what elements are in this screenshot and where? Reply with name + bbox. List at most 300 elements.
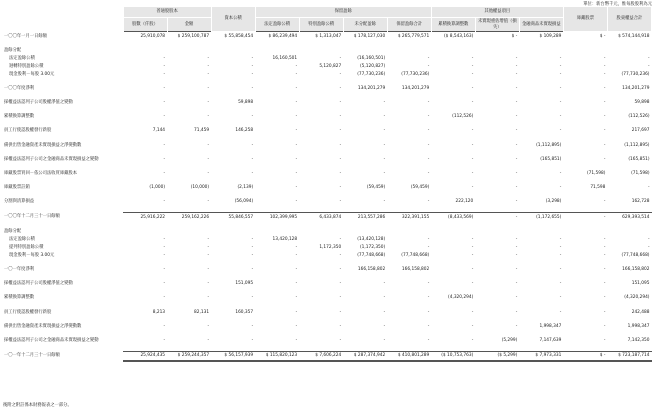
value-cell: - xyxy=(295,337,298,343)
value-cell: (16,160,501) xyxy=(357,55,386,61)
row-label: 現金股利－每股 3.00元 xyxy=(9,71,55,77)
value-cell: - xyxy=(559,266,562,272)
value-cell xyxy=(519,227,563,235)
table-row xyxy=(3,351,652,361)
value-cell: 16,160,501 xyxy=(272,55,298,61)
value-cell: - xyxy=(471,128,474,134)
value-cell: - xyxy=(515,100,518,106)
table-row xyxy=(3,213,652,222)
value-cell: (2,139) xyxy=(237,185,254,191)
value-cell: - xyxy=(295,156,298,162)
value-cell: - xyxy=(163,266,166,272)
value-cell: - xyxy=(339,85,342,91)
value-cell: $ 410,801,289 xyxy=(387,351,431,361)
table-row xyxy=(3,280,652,288)
value-cell: - xyxy=(383,337,386,343)
value-cell: - xyxy=(603,244,606,250)
value-cell: - xyxy=(207,156,210,162)
value-cell: $ 265,779,571 xyxy=(387,32,431,41)
value-cell xyxy=(255,46,299,54)
value-cell: $ 1,313,047 xyxy=(299,32,343,41)
value-cell: ($ 10,753,763) xyxy=(431,351,475,361)
row-label: 採權益法認列子公司之金融商品未實現損益之變動 xyxy=(4,337,99,343)
value-cell: - xyxy=(427,100,430,106)
value-cell: (77,748,668) xyxy=(401,252,430,258)
value-cell: - xyxy=(559,171,562,176)
value-cell: - xyxy=(207,63,210,69)
value-cell: - xyxy=(603,85,606,91)
value-cell: - xyxy=(603,71,606,77)
value-cell: - xyxy=(339,323,342,329)
row-label: 一〇〇年十二月三十一日餘額 xyxy=(4,214,60,220)
value-cell: - xyxy=(163,281,166,287)
value-cell: - xyxy=(603,128,606,134)
value-cell: - xyxy=(339,71,342,77)
value-cell: - xyxy=(163,244,166,250)
value-cell: - xyxy=(427,236,430,242)
table-body xyxy=(3,32,652,361)
row-label: 採權益法認列子公司之金融商品未實現損益之變動 xyxy=(4,156,99,162)
row-label: 法定盈餘公積 xyxy=(9,55,35,61)
value-cell: - xyxy=(251,244,254,250)
value-cell: - xyxy=(603,252,606,258)
value-cell: (77,748,668) xyxy=(621,252,650,258)
value-cell: - xyxy=(515,142,518,148)
value-cell: $ 178,127,030 xyxy=(343,32,387,41)
row-label: 現金股利－每股 3.00元 xyxy=(9,252,55,258)
value-cell: - xyxy=(471,281,474,287)
table-row xyxy=(3,32,652,41)
col-header-total: 股東權益合計 xyxy=(607,7,651,32)
value-cell: 7,142,350 xyxy=(627,337,650,343)
table-row xyxy=(3,62,652,70)
value-cell: - xyxy=(603,142,606,148)
value-cell: 7,147,639 xyxy=(539,337,562,343)
value-cell: - xyxy=(207,114,210,120)
value-cell: - xyxy=(339,236,342,242)
value-cell: - xyxy=(295,85,298,91)
value-cell: - xyxy=(515,266,518,272)
value-cell: - xyxy=(295,252,298,258)
value-cell: - xyxy=(515,171,518,176)
col-header-translation: 累積換算調整數 xyxy=(431,18,475,32)
value-cell: - xyxy=(559,100,562,106)
value-cell: (56,094) xyxy=(234,199,254,205)
value-cell: - xyxy=(295,323,298,329)
value-cell: - xyxy=(251,114,254,120)
value-cell: (13,420,128) xyxy=(357,236,386,242)
value-cell: ($ 8,543,163) xyxy=(431,32,475,41)
value-cell: - xyxy=(251,236,254,242)
value-cell: $ 7,973,331 xyxy=(519,351,563,361)
value-cell: - xyxy=(471,337,474,343)
value-cell: - xyxy=(559,128,562,134)
col-header-treasury: 庫藏股票 xyxy=(563,7,607,32)
row-label: 員工行使認股權發行新股 xyxy=(4,309,52,315)
col-header-retained-total: 保留盈餘合計 xyxy=(387,18,431,32)
value-cell: - xyxy=(603,236,606,242)
value-cell: (1,172,655) xyxy=(519,213,563,222)
value-cell xyxy=(431,227,475,235)
value-cell: - xyxy=(295,199,298,205)
table-row xyxy=(3,141,652,149)
value-cell xyxy=(211,46,255,54)
table-row xyxy=(3,184,652,192)
value-cell: - xyxy=(163,171,166,176)
value-cell: - xyxy=(383,156,386,162)
value-cell: 82,131 xyxy=(194,309,210,315)
value-cell: - xyxy=(647,244,650,250)
value-cell: 13,420,128 xyxy=(272,236,298,242)
value-cell: - xyxy=(251,323,254,329)
value-cell: (4,320,294) xyxy=(448,295,474,301)
value-cell: (165,851) xyxy=(540,156,562,162)
value-cell: - xyxy=(295,309,298,315)
value-cell: - xyxy=(295,63,298,69)
value-cell: 160,357 xyxy=(235,309,254,315)
value-cell: - xyxy=(383,114,386,120)
value-cell: - xyxy=(163,337,166,343)
value-cell: - xyxy=(251,337,254,343)
value-cell: - xyxy=(515,295,518,301)
table-row xyxy=(3,251,652,259)
value-cell xyxy=(255,227,299,235)
value-cell: - xyxy=(163,199,166,205)
value-cell: (59,459) xyxy=(410,185,430,191)
value-cell: 213,557,286 xyxy=(343,213,387,222)
value-cell: - xyxy=(163,114,166,120)
value-cell: - xyxy=(427,171,430,176)
value-cell: - xyxy=(383,281,386,287)
value-cell: ($ 5,299) xyxy=(475,351,519,361)
value-cell: - xyxy=(427,309,430,315)
value-cell: (165,851) xyxy=(628,156,650,162)
row-label: 備供出售金融資產未實現損益之淨變動數 xyxy=(4,142,82,148)
value-cell: - xyxy=(163,100,166,106)
row-label: 法定盈餘公積 xyxy=(9,236,35,242)
table-row xyxy=(3,46,652,54)
value-cell: - xyxy=(647,55,650,61)
value-cell: $ 259,100,787 xyxy=(167,32,211,41)
value-cell: - xyxy=(251,171,254,176)
value-cell: 25,916,222 xyxy=(123,213,167,222)
value-cell: - xyxy=(339,114,342,120)
table-header xyxy=(3,7,652,32)
value-cell: - xyxy=(475,213,519,222)
value-cell: - xyxy=(515,63,518,69)
value-cell: - xyxy=(295,281,298,287)
value-cell xyxy=(607,227,651,235)
header-blank xyxy=(3,7,123,32)
value-cell: (3,298) xyxy=(545,199,562,205)
row-label: 一〇〇年度淨利 xyxy=(4,85,35,91)
value-cell: - xyxy=(295,71,298,77)
value-cell: - xyxy=(207,236,210,242)
value-cell: - xyxy=(383,100,386,106)
value-cell: $ 259,244,357 xyxy=(167,351,211,361)
value-cell: 25,910,078 xyxy=(123,32,167,41)
value-cell: - xyxy=(559,244,562,250)
row-label: 盈餘分配 xyxy=(4,47,22,53)
value-cell: - xyxy=(251,55,254,61)
value-cell: $ 56,157,939 xyxy=(211,351,255,361)
value-cell: 8,213 xyxy=(152,309,166,315)
row-label: 提列特別盈餘公積 xyxy=(9,244,44,250)
value-cell: - xyxy=(559,85,562,91)
value-cell: - xyxy=(163,85,166,91)
value-cell xyxy=(211,227,255,235)
value-cell: - xyxy=(427,128,430,134)
value-cell: - xyxy=(471,156,474,162)
group-header-capital: 普通股股本 xyxy=(123,7,211,18)
value-cell: - xyxy=(427,281,430,287)
value-cell: - xyxy=(339,295,342,301)
value-cell: - xyxy=(559,63,562,69)
table-row xyxy=(3,243,652,251)
value-cell: $ - xyxy=(563,32,607,41)
value-cell xyxy=(343,227,387,235)
value-cell: (4,320,294) xyxy=(624,295,650,301)
row-label: 迴轉特別盈餘公積 xyxy=(9,63,44,69)
value-cell: 222,120 xyxy=(455,199,474,205)
value-cell: $ - xyxy=(475,32,519,41)
value-cell: - xyxy=(207,142,210,148)
value-cell: - xyxy=(295,171,298,176)
col-header-shares: 股數（仟股） xyxy=(123,18,167,32)
value-cell: $ 55,858,454 xyxy=(211,32,255,41)
value-cell: - xyxy=(647,185,650,191)
value-cell: 59,898 xyxy=(238,100,254,106)
value-cell: - xyxy=(251,295,254,301)
value-cell: - xyxy=(295,185,298,191)
value-cell: - xyxy=(207,171,210,176)
table-row xyxy=(3,170,652,178)
value-cell: 1,998,347 xyxy=(627,323,650,329)
spacer-row xyxy=(3,206,652,213)
value-cell: - xyxy=(251,142,254,148)
value-cell: - xyxy=(559,236,562,242)
value-cell: - xyxy=(295,244,298,250)
value-cell: 6,433,874 xyxy=(299,213,343,222)
row-label: 採權益法認列子公司股權淨值之變動 xyxy=(4,281,73,287)
value-cell xyxy=(387,227,431,235)
value-cell: (77,730,236) xyxy=(401,71,430,77)
value-cell: $ 7,606,224 xyxy=(299,351,343,361)
value-cell: $ 109,289 xyxy=(519,32,563,41)
value-cell: - xyxy=(559,309,562,315)
value-cell: - xyxy=(207,85,210,91)
value-cell xyxy=(167,46,211,54)
table-row xyxy=(3,265,652,273)
value-cell: (1,112,895) xyxy=(536,142,562,148)
value-cell: 151,095 xyxy=(631,281,650,287)
value-cell: 629,393,514 xyxy=(607,213,651,222)
table-row xyxy=(3,322,652,330)
value-cell: - xyxy=(295,295,298,301)
value-cell: - xyxy=(383,309,386,315)
value-cell: - xyxy=(295,100,298,106)
value-cell: - xyxy=(471,309,474,315)
value-cell: 134,201,279 xyxy=(622,85,650,91)
value-cell: 1,998,347 xyxy=(539,323,562,329)
value-cell: 134,201,279 xyxy=(357,85,386,91)
value-cell: - xyxy=(339,185,342,191)
value-cell: 1,172,350 xyxy=(319,244,342,250)
value-cell: 55,846,557 xyxy=(211,213,255,222)
value-cell: - xyxy=(603,63,606,69)
value-cell: - xyxy=(207,199,210,205)
value-cell: $ - xyxy=(563,351,607,361)
value-cell: - xyxy=(339,128,342,134)
value-cell: - xyxy=(427,55,430,61)
value-cell: (77,748,668) xyxy=(357,252,386,258)
value-cell: - xyxy=(559,252,562,258)
value-cell: - xyxy=(339,281,342,287)
value-cell: - xyxy=(251,63,254,69)
row-label: 採權益法認列子公司股權淨值之變動 xyxy=(4,100,73,106)
table-row xyxy=(3,308,652,316)
value-cell: - xyxy=(515,71,518,77)
value-cell: - xyxy=(383,323,386,329)
row-label: 一〇〇年一月一日餘額 xyxy=(4,33,47,39)
col-header-capital-surplus: 資本公積 xyxy=(211,7,255,32)
table-row xyxy=(3,84,652,92)
value-cell: - xyxy=(339,100,342,106)
value-cell: - xyxy=(339,171,342,176)
value-cell: - xyxy=(515,156,518,162)
value-cell: (77,730,236) xyxy=(621,71,650,77)
value-cell: - xyxy=(207,71,210,77)
value-cell: - xyxy=(251,266,254,272)
value-cell: 146,258 xyxy=(235,128,254,134)
value-cell: - xyxy=(163,236,166,242)
value-cell: - xyxy=(603,100,606,106)
value-cell: - xyxy=(427,337,430,343)
value-cell: - xyxy=(207,323,210,329)
value-cell: - xyxy=(207,266,210,272)
table-row xyxy=(3,70,652,78)
value-cell: - xyxy=(163,71,166,77)
table-row xyxy=(3,227,652,235)
value-cell: 134,201,279 xyxy=(401,85,430,91)
unit-note: 單位：新台幣千元，惟每股股利為元 xyxy=(583,2,652,7)
value-cell xyxy=(387,46,431,54)
value-cell: - xyxy=(339,199,342,205)
value-cell xyxy=(299,227,343,235)
value-cell: - xyxy=(471,252,474,258)
table-row xyxy=(3,198,652,206)
value-cell: 242,488 xyxy=(631,309,650,315)
row-label: 備供出售金融資產未實現損益之淨變動數 xyxy=(4,323,82,329)
value-cell: - xyxy=(471,185,474,191)
row-label: 員工行使認股權發行新股 xyxy=(4,128,52,134)
value-cell: - xyxy=(427,63,430,69)
value-cell: (1,000) xyxy=(149,185,166,191)
value-cell: - xyxy=(603,156,606,162)
value-cell: - xyxy=(647,63,650,69)
value-cell: - xyxy=(515,323,518,329)
value-cell: - xyxy=(251,85,254,91)
value-cell xyxy=(343,46,387,54)
value-cell: 259,162,226 xyxy=(167,213,211,222)
value-cell: - xyxy=(603,55,606,61)
value-cell: - xyxy=(163,55,166,61)
value-cell: - xyxy=(427,199,430,205)
value-cell: - xyxy=(603,114,606,120)
value-cell: 151,095 xyxy=(235,281,254,287)
value-cell: - xyxy=(163,142,166,148)
value-cell: 71,598 xyxy=(590,185,606,191)
value-cell xyxy=(607,46,651,54)
equity-statement-table xyxy=(3,7,652,362)
row-label: 庫藏股票買回－依公司法收買庫藏股本 xyxy=(4,171,78,176)
value-cell: - xyxy=(339,337,342,343)
value-cell: - xyxy=(471,244,474,250)
value-cell: - xyxy=(471,236,474,242)
value-cell: - xyxy=(251,156,254,162)
value-cell: - xyxy=(339,55,342,61)
value-cell xyxy=(563,227,607,235)
value-cell: - xyxy=(427,244,430,250)
value-cell: - xyxy=(339,309,342,315)
value-cell: - xyxy=(295,128,298,134)
value-cell: - xyxy=(471,171,474,176)
value-cell: (59,459) xyxy=(366,185,386,191)
value-cell: - xyxy=(207,244,210,250)
value-cell: - xyxy=(383,199,386,205)
value-cell: $ 287,374,942 xyxy=(343,351,387,361)
value-cell: - xyxy=(603,323,606,329)
table-row xyxy=(3,294,652,302)
value-cell xyxy=(563,46,607,54)
row-label: 一〇一年度淨利 xyxy=(4,266,35,272)
value-cell: - xyxy=(603,266,606,272)
value-cell: (71,598) xyxy=(631,171,650,176)
value-cell: - xyxy=(163,156,166,162)
value-cell: - xyxy=(603,281,606,287)
value-cell: - xyxy=(207,252,210,258)
value-cell: - xyxy=(163,252,166,258)
value-cell: - xyxy=(207,295,210,301)
value-cell: - xyxy=(603,337,606,343)
value-cell: - xyxy=(515,199,518,205)
value-cell: (112,526) xyxy=(452,114,474,120)
value-cell: (5,299) xyxy=(501,337,518,343)
value-cell: - xyxy=(383,128,386,134)
value-cell xyxy=(123,46,167,54)
value-cell: 166,158,802 xyxy=(401,266,430,272)
value-cell: - xyxy=(603,295,606,301)
value-cell: - xyxy=(471,71,474,77)
value-cell: - xyxy=(207,281,210,287)
value-cell: - xyxy=(471,323,474,329)
value-cell: (10,000) xyxy=(190,185,210,191)
row-label: 分割與清算損益 xyxy=(4,199,35,205)
value-cell: (71,598) xyxy=(586,171,606,176)
value-cell: - xyxy=(339,252,342,258)
value-cell xyxy=(519,46,563,54)
value-cell: (112,526) xyxy=(628,114,650,120)
value-cell: - xyxy=(427,142,430,148)
value-cell: - xyxy=(471,142,474,148)
value-cell: (8,433,569) xyxy=(431,213,475,222)
table-row xyxy=(3,336,652,344)
value-cell: - xyxy=(383,295,386,301)
value-cell: (5,120,827) xyxy=(359,63,386,69)
value-cell: 166,158,802 xyxy=(622,266,650,272)
col-header-amount: 金額 xyxy=(167,18,211,32)
value-cell: - xyxy=(207,100,210,106)
